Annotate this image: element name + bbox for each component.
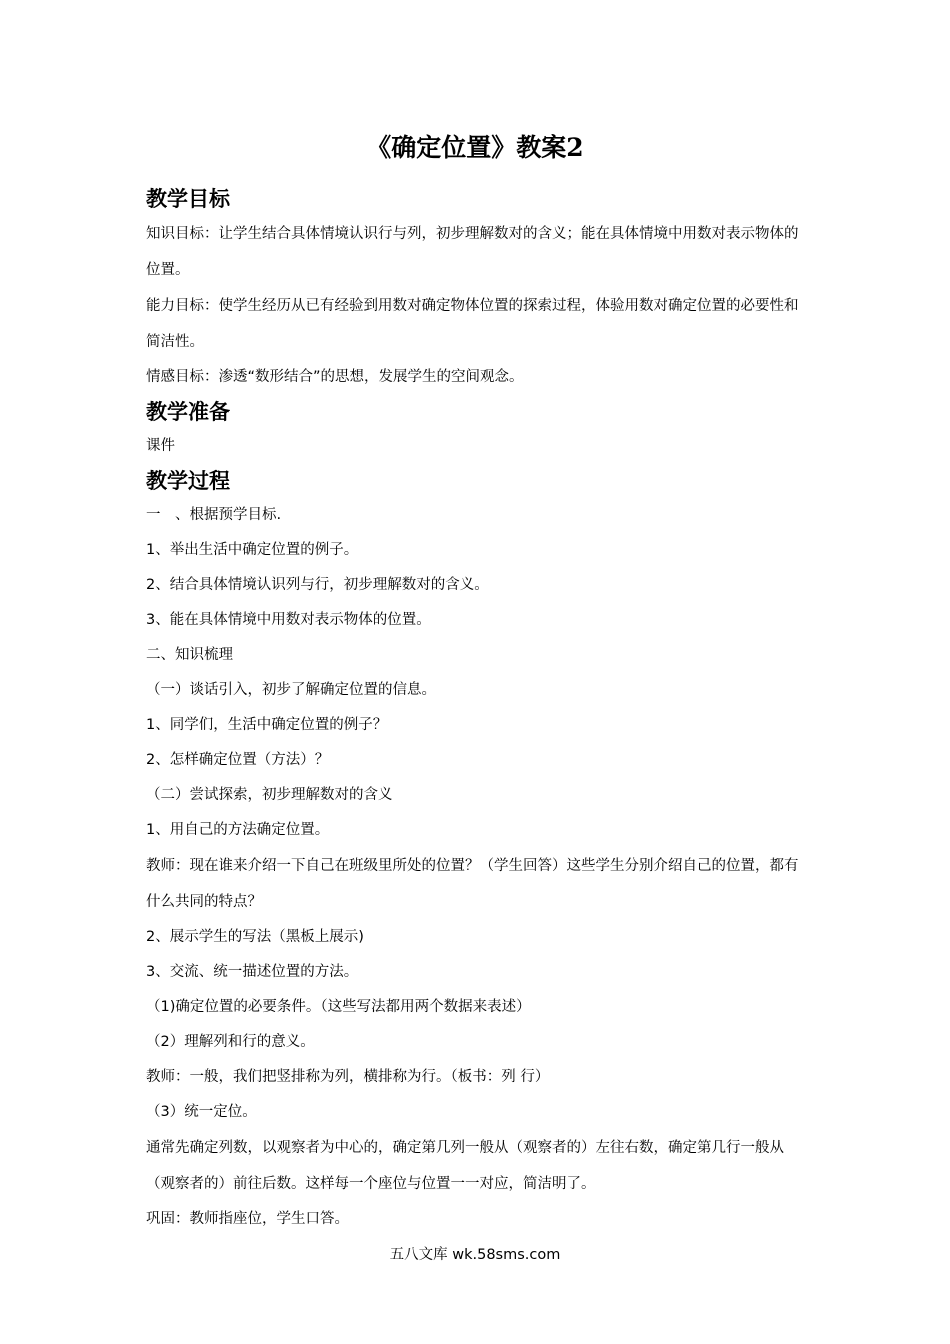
document-title: 《确定位置》教案2 — [366, 133, 584, 162]
paragraph: 3、能在具体情境中用数对表示物体的位置。 — [146, 612, 431, 628]
paragraph: （2）理解列和行的意义。 — [146, 1034, 315, 1050]
section-heading-preparation: 教学准备 — [146, 399, 230, 424]
paragraph: 教师：现在谁来介绍一下自己在班级里所处的位置？（学生回答）这些学生分别介绍自己的位置，都有什么共同的特点？ — [146, 858, 799, 910]
paragraph: （1)确定位置的必要条件。（这些写法都用两个数据来表述） — [146, 999, 531, 1015]
paragraph: 2、结合具体情境认识列与行，初步理解数对的含义。 — [146, 577, 489, 593]
paragraph: 知识目标：让学生结合具体情境认识行与列，初步理解数对的含义；能在具体情境中用数对表示物体的位置。 — [146, 226, 799, 278]
paragraph: 巩固：教师指座位，学生口答。 — [146, 1211, 349, 1227]
paragraph: 1、用自己的方法确定位置。 — [146, 822, 330, 838]
paragraph: 一 、根据预学目标. — [146, 507, 282, 523]
paragraph: 教师：一般，我们把竖排称为列，横排称为行。（板书：列 行） — [146, 1069, 550, 1085]
paragraph: 2、展示学生的写法（黑板上展示) — [146, 929, 364, 945]
section-heading-process: 教学过程 — [146, 468, 230, 493]
paragraph: 3、交流、统一描述位置的方法。 — [146, 964, 359, 980]
paragraph: 通常先确定列数，以观察者为中心的，确定第几列一般从（观察者的）左往右数，确定第几行一般从（观察者的）前往后数。这样每一个座位与位置一一对应，简洁明了。 — [146, 1140, 784, 1192]
paragraph: 二、知识梳理 — [146, 647, 233, 663]
paragraph: 能力目标：使学生经历从已有经验到用数对确定物体位置的探索过程，体验用数对确定位置的必要性和简洁性。 — [146, 298, 799, 350]
paragraph: 情感目标：渗透“数形结合”的思想，发展学生的空间观念。 — [146, 369, 524, 385]
paragraph: 1、举出生活中确定位置的例子。 — [146, 542, 359, 558]
section-heading-objectives: 教学目标 — [146, 186, 230, 211]
paragraph: （3）统一定位。 — [146, 1104, 257, 1120]
paragraph: 2、怎样确定位置（方法）？ — [146, 752, 330, 768]
document-body — [146, 182, 806, 1237]
paragraph: （二）尝试探索，初步理解数对的含义 — [146, 787, 393, 803]
page-footer: 五八文库 wk.58sms.com — [389, 1247, 561, 1263]
paragraph: （一）谈话引入，初步了解确定位置的信息。 — [146, 682, 436, 698]
paragraph: 课件 — [146, 438, 175, 454]
paragraph: 1、同学们，生活中确定位置的例子？ — [146, 717, 388, 733]
